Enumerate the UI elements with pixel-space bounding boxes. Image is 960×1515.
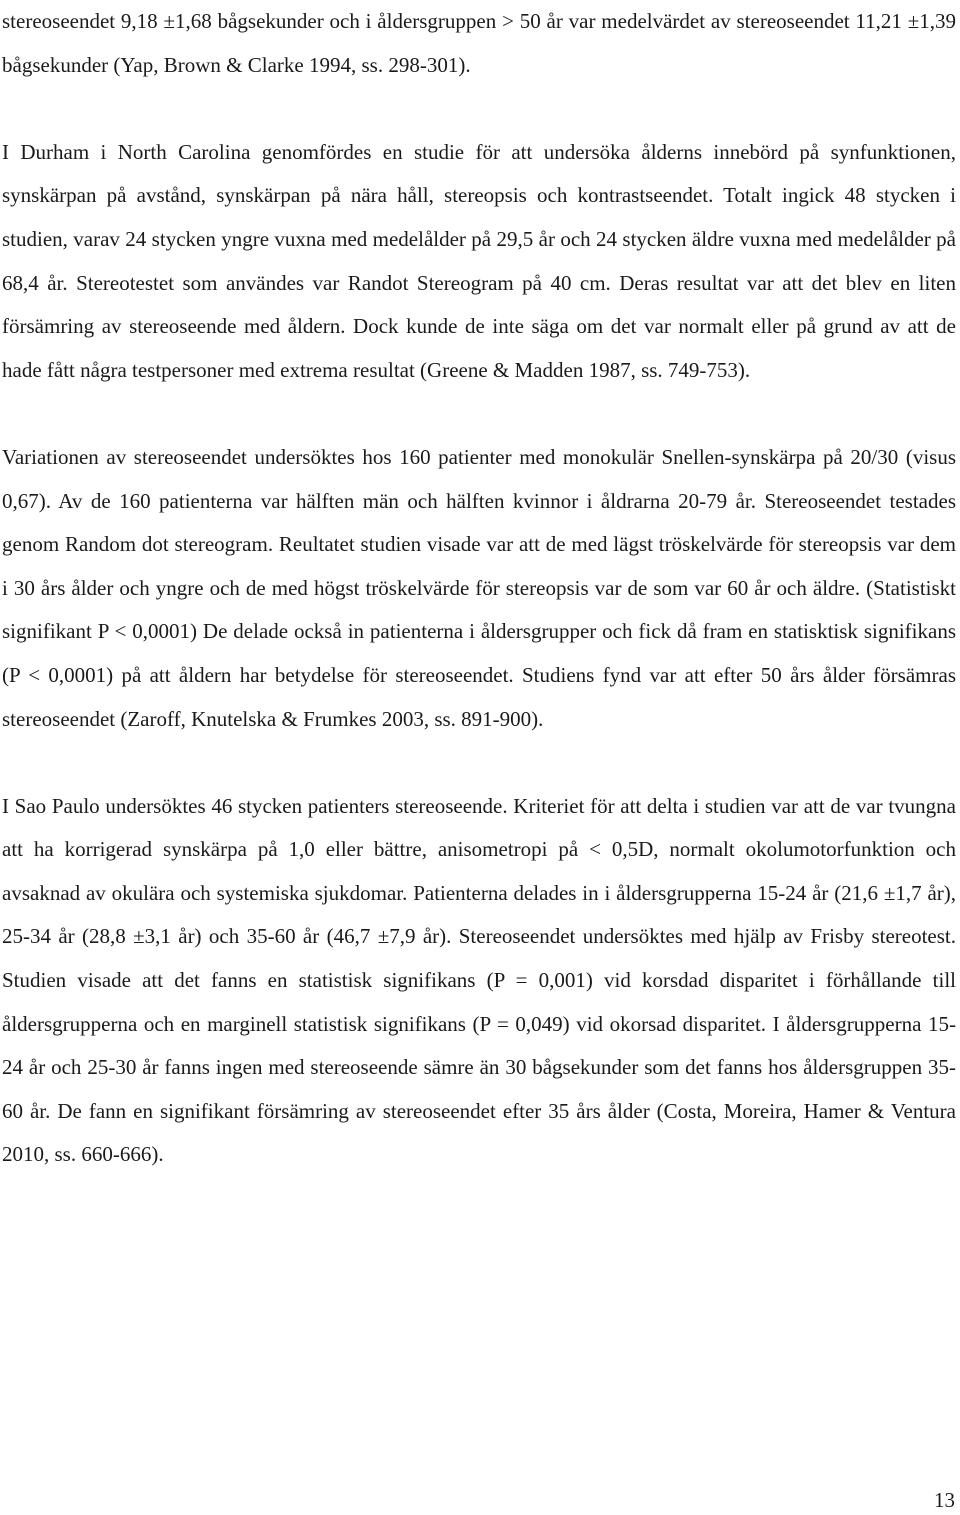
body-text [2, 0, 956, 1177]
page-number: 13 [934, 1488, 955, 1512]
paragraph-snellen-study: Variationen av stereoseendet undersöktes hos 160 patienter med monokulär Snellen-synskärpa på 20/30 (visus 0,67). Av de 160 patienterna var hälften män och hälften kvinnor i åldrarna 20-79 år. Stereoseendet testades genom Random dot stereogram. Reultatet studien visade var att de med lägst tröskelvärde för stereopsis var dem i 30 års ålder och yngre och de med högst tröskelvärde för stereopsis var de som var 60 år och äldre. (Statistiskt signifikant P < 0,0001) De delade också in patienterna i åldersgrupper och fick då fram en statisktisk signifikans (P < 0,0001) på att åldern har betydelse för stereoseendet. Studiens fynd var att efter 50 års ålder försämras stereoseendet (Zaroff, Knutelska & Frumkes 2003, ss. 891-900). [2, 444, 956, 731]
paragraph-sao-paulo-study: I Sao Paulo undersöktes 46 stycken patienters stereoseende. Kriteriet för att delta i studien var att de var tvungna att ha korrigerad synskärpa på 1,0 eller bättre, anisometropi på < 0,5D, normalt okolumotorfunktion och avsaknad av okulära och systemiska sjukdomar. Patienterna delades in i åldersgrupperna 15-24 år (21,6 ±1,7 år), 25-34 år (28,8 ±3,1 år) och 35-60 år (46,7 ±7,9 år). Stereoseendet undersöktes med hjälp av Frisby stereotest. Studien visade att det fanns en statistisk signifikans (P = 0,001) vid korsdad disparitet i förhållande till åldersgrupperna och en marginell statistisk signifikans (P = 0,049) vid okorsad disparitet. I åldersgrupperna 15-24 år och 25-30 år fanns ingen med stereoseende sämre än 30 bågsekunder som det fanns hos åldersgruppen 35-60 år. De fann en signifikant försämring av stereoseendet efter 35 års ålder (Costa, Moreira, Hamer & Ventura 2010, ss. 660-666). [2, 793, 956, 1167]
paragraph-continuation: stereoseendet 9,18 ±1,68 bågsekunder och i åldersgruppen > 50 år var medelvärdet av stereoseendet 11,21 ±1,39 bågsekunder (Yap, Brown & Clarke 1994, ss. 298-301). [2, 9, 956, 77]
paragraph-durham-study: I Durham i North Carolina genomfördes en studie för att undersöka ålderns innebörd på synfunktionen, synskärpan på avstånd, synskärpan på nära håll, stereopsis och kontrastseendet. Totalt ingick 48 stycken i studien, varav 24 stycken yngre vuxna med medelålder på 29,5 år och 24 stycken äldre vuxna med medelålder på 68,4 år. Stereotestet som användes var Randot Stereogram på 40 cm. Deras resultat var att det blev en liten försämring av stereoseende med åldern. Dock kunde de inte säga om det var normalt eller på grund av att de hade fått några testpersoner med extrema resultat (Greene & Madden 1987, ss. 749-753). [2, 139, 956, 382]
